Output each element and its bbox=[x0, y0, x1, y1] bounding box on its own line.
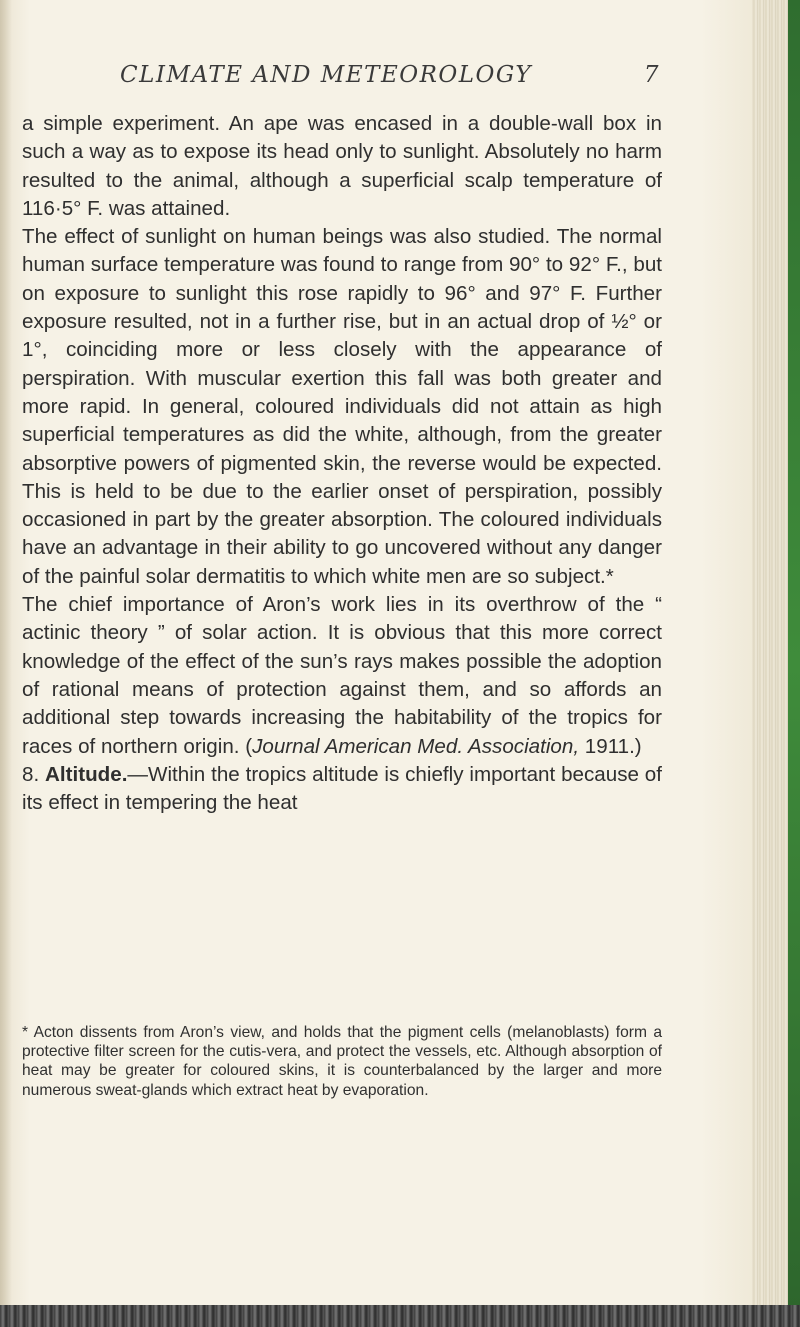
running-title: CLIMATE AND METEOROLOGY bbox=[120, 62, 533, 88]
journal-citation: Journal American Med. Association, bbox=[252, 734, 580, 758]
spine-shadow bbox=[0, 0, 12, 1327]
section-heading: Altitude. bbox=[45, 762, 128, 786]
paragraph-3-text: The chief importance of Aron’s work lies in its overthrow of the “ actinic theory ” of solar action. It is obvious that this more correct knowledge of the effect of the sun’s rays makes possible the adoption of rational means of protection against them, and so affords an additional step towards increasing the habitability of the tropics for races of northern origin. ( bbox=[22, 593, 662, 758]
paragraph-3-end: 1911.) bbox=[579, 734, 642, 758]
running-header bbox=[120, 62, 660, 88]
section-number: 8. bbox=[22, 762, 46, 786]
paragraph-3 bbox=[22, 591, 662, 761]
book-cover-edge bbox=[788, 0, 800, 1327]
paragraph-2: The effect of sunlight on human beings was also studied. The normal human surface temperature was found to range from 90° to 92° F., but on exposure to sunlight this rose rapidly to 96° and 97° F. Further exposure resulted, not in a further rise, but in an actual drop of ½° or 1°, coinciding more or less closely with the appearance of perspiration. With muscular exertion this fall was both greater and more rapid. In general, coloured individuals did not attain as high superficial temperatures as did the white, although, from the greater absorptive powers of pigmented skin, the reverse would be expected. This is held to be due to the earlier onset of perspiration, possibly occasioned in part by the greater absorption. The coloured individuals have an advantage in their ability to go uncovered without any danger of the painful solar dermatitis to which white men are so subject.* bbox=[22, 225, 662, 588]
page-number: 7 bbox=[643, 62, 660, 88]
body-text bbox=[22, 110, 662, 817]
paragraph-1: a simple experiment. An ape was encased in a double-wall box in such a way as to expose its head only to sunlight. Absolutely no harm resulted to the animal, although a superficial scalp temperature of 116·5° F. was attained. bbox=[22, 112, 662, 220]
footnote: * Acton dissents from Aron’s view, and holds that the pigment cells (melanoblasts) form a protective filter screen for the cutis-vera, and protect the vessels, etc. Although absorption of heat may be greater for coloured skins, it is counterbalanced by the larger and more numerous sweat-glands which extract heat by evaporation. bbox=[22, 1024, 662, 1099]
paragraph-4-text: —Within the tropics altitude is chiefly important because of its effect in tempering the heat bbox=[22, 762, 662, 815]
book-bottom-edge bbox=[0, 1305, 800, 1327]
paragraph-4 bbox=[22, 761, 662, 818]
